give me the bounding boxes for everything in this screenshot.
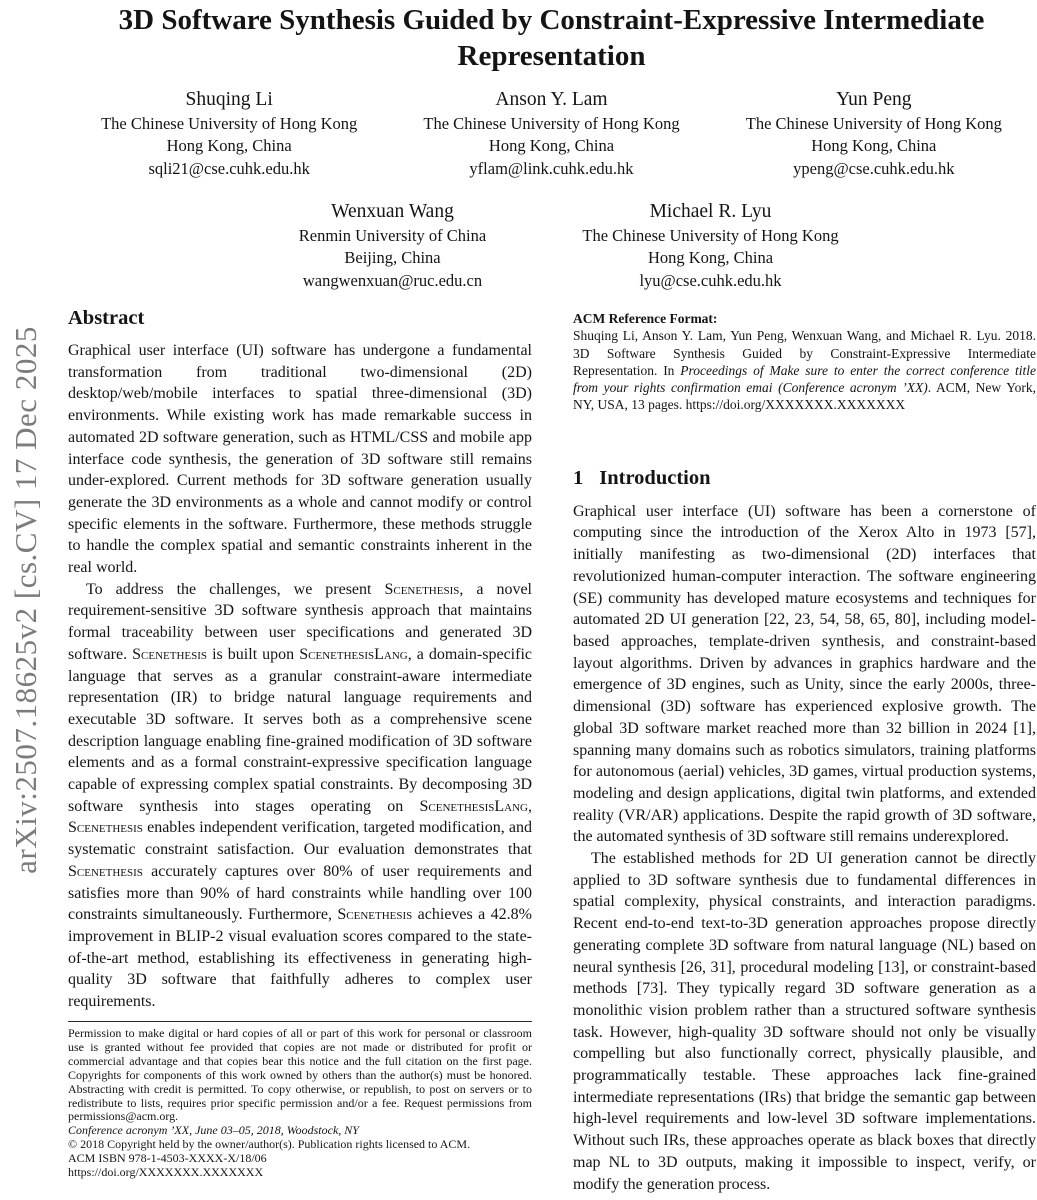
author-location: Hong Kong, China xyxy=(166,136,292,156)
section-title: Introduction xyxy=(599,466,711,489)
conference-line: Conference acronym ’XX, June 03–05, 2018, Woodstock, NY xyxy=(68,1123,359,1138)
permission-notice: Permission to make digital or hard copies of all or part of this work for personal or classroom use is granted without fee provided that copies are not made or distributed for profit or commercial advantage and that copies bear this notice and the full citation on the first page. Copyrights for components of this work owned by others than the author(s) must be honored. Abstracting with credit is permitted. To copy otherwise, or republish, to post on servers or to redistribute to lists, requires prior specific permission and/or a fee. Request permissions from permissions@acm.org. xyxy=(68,1026,532,1124)
copyright-footnote xyxy=(68,1021,532,1180)
copyright-line: © 2018 Copyright held by the owner/author(s). Publication rights licensed to ACM. xyxy=(68,1137,471,1152)
author-affiliation: The Chinese University of Hong Kong xyxy=(582,226,839,245)
abstract-paragraph-2: To address the challenges, we present Scenethesis, a novel requirement-sensitive 3D software synthesis approach that maintains formal traceability between user specifications and generated 3D software. Scenethesis is built upon ScenethesisLang, a domain-specific language that serves as a granular constraint-aware intermediate representation (IR) to bridge natural language requirements and executable 3D software. It serves both as a comprehensive scene description language enabling fine-grained modification of 3D software elements and as a formal constraint-expressive specification language capable of expressing complex spatial constraints. By decomposing 3D software synthesis into stages operating on ScenethesisLang, Scenethesis enables independent verification, targeted modification, and systematic constraint satisfaction. Our evaluation demonstrates that Scenethesis accurately captures over 80% of user requirements and satisfies more than 90% of hard constraints while handling over 100 constraints simultaneously. Furthermore, Scenethesis achieves a 42.8% improvement in BLIP-2 visual evaluation scores compared to the state-of-the-art method, establishing its effectiveness in generating high-quality 3D software that faithfully adheres to complex user requirements. xyxy=(68,580,533,1011)
acm-reference-text: Shuqing Li, Anson Y. Lam, Yun Peng, Wenxuan Wang, and Michael R. Lyu. 2018. 3D Software Synthesis Guided by Constraint-Expressive Intermediate Representation. In Proceedings of Make sure to enter the correct conference title from your rights confirmation emai (Conference acronym ’XX). ACM, New York, NY, USA, 13 pages. https://doi.org/XXXXXXX.XXXXXXX xyxy=(573,328,1036,413)
arxiv-watermark: arXiv:2507.18625v2 [cs.CV] 17 Dec 2025 xyxy=(8,326,43,874)
author-name: Shuqing Li xyxy=(185,89,273,110)
author-email: lyu@cse.cuhk.edu.hk xyxy=(639,270,782,290)
abstract-heading: Abstract xyxy=(68,307,145,329)
acm-reference-heading: ACM Reference Format: xyxy=(573,311,718,326)
abstract-paragraph-1: Graphical user interface (UI) software has undergone a fundamental transformation from traditional two-dimensional (2D) desktop/web/mobile interfaces to spatial three-dimensional (3D) environments. While existing work has made remarkable success in automated 2D software generation, such as HTML/CSS and mobile app interface code synthesis, the generation of 3D software still remains under-explored. Current methods for 3D software generation usually generate the 3D environments as a whole and cannot modify or control specific elements in the software. Furthermore, these methods struggle to handle the complex spatial and semantic constraints inherent in the real world. xyxy=(68,342,532,577)
author-michael-lyu xyxy=(552,199,870,292)
author-email: sqli21@cse.cuhk.edu.hk xyxy=(148,158,310,178)
section-number: 1 xyxy=(573,466,584,489)
introduction-paragraph-2: The established methods for 2D UI generation cannot be directly applied to 3D software synthesis due to fundamental differences in spatial complexity, physical constraints, and interaction paradigms. Recent end-to-end text-to-3D generation approaches propose directly generating complete 3D software from natural language (NL) based on neural synthesis [26, 31], procedural modeling [13], or constraint-based methods [73]. They typically regard 3D software generation as a monolithic vision problem rather than a structured software synthesis task. However, high-quality 3D software should not only be visually compelling but also functionally correct, physically plausible, and programmatically testable. These approaches lack fine-grained intermediate representations (IRs) that bridge the semantic gap between high-level requirements and low-level 3D software implementations. Without such IRs, these approaches operate as black boxes that directly map NL to 3D outputs, making it impossible to inspect, verify, or modify the generation process. xyxy=(573,850,1036,1193)
author-email: ypeng@cse.cuhk.edu.hk xyxy=(793,158,955,178)
author-location: Beijing, China xyxy=(344,248,441,268)
author-name: Michael R. Lyu xyxy=(649,201,772,222)
author-email: yflam@link.cuhk.edu.hk xyxy=(469,158,634,178)
paper-title: 3D Software Synthesis Guided by Constraint-Expressive Intermediate Representation xyxy=(118,4,985,72)
author-name: Yun Peng xyxy=(836,89,912,110)
right-column xyxy=(573,310,1036,1195)
doi-line: https://doi.org/XXXXXXX.XXXXXXX xyxy=(68,1165,264,1180)
author-location: Hong Kong, China xyxy=(811,136,937,156)
author-location: Hong Kong, China xyxy=(647,248,774,268)
author-wenxuan-wang xyxy=(234,199,552,292)
author-anson-lam xyxy=(390,87,712,180)
author-affiliation: The Chinese University of Hong Kong xyxy=(101,114,358,133)
author-location: Hong Kong, China xyxy=(488,136,615,156)
left-column xyxy=(68,306,532,1013)
introduction-paragraph-1: Graphical user interface (UI) software has been a cornerstone of computing since the introduction of the Xerox Alto in 1973 [57], initially manifesting as two-dimensional (2D) interfaces that revolutionized human-computer interaction. The software engineering (SE) community has developed mature ecosystems and techniques for automated 2D UI generation [22, 23, 54, 58, 65, 80], including model-based approaches, template-driven synthesis, and constraint-based layout algorithms. Driven by advances in graphics hardware and the emergence of 3D engines, such as Unity, since the early 2000s, three-dimensional (3D) software has experienced explosive growth. The global 3D software market reached more than 32 billion in 2024 [1], spanning many domains such as robotics simulators, training platforms for autonomous (aerial) vehicles, 3D games, virtual production systems, modeling and design applications, digital twin platforms, and extended reality (VR/AR) applications. Despite the rapid growth of 3D software, the automated synthesis of 3D software still remains underexplored. xyxy=(573,502,1036,846)
author-affiliation: Renmin University of China xyxy=(298,226,487,245)
isbn-line: ACM ISBN 978-1-4503-XXXX-X/18/06 xyxy=(68,1151,267,1166)
author-name: Wenxuan Wang xyxy=(331,201,454,222)
author-yun-peng xyxy=(713,87,1035,180)
author-affiliation: The Chinese University of Hong Kong xyxy=(745,114,1002,133)
author-affiliation: The Chinese University of Hong Kong xyxy=(423,114,680,133)
author-email: wangwenxuan@ruc.edu.cn xyxy=(302,270,483,290)
section-heading-introduction xyxy=(573,466,1036,491)
authors-row-2 xyxy=(68,199,1035,292)
author-name: Anson Y. Lam xyxy=(495,89,608,110)
authors-row-1 xyxy=(68,87,1035,180)
author-shuqing-li xyxy=(68,87,390,180)
